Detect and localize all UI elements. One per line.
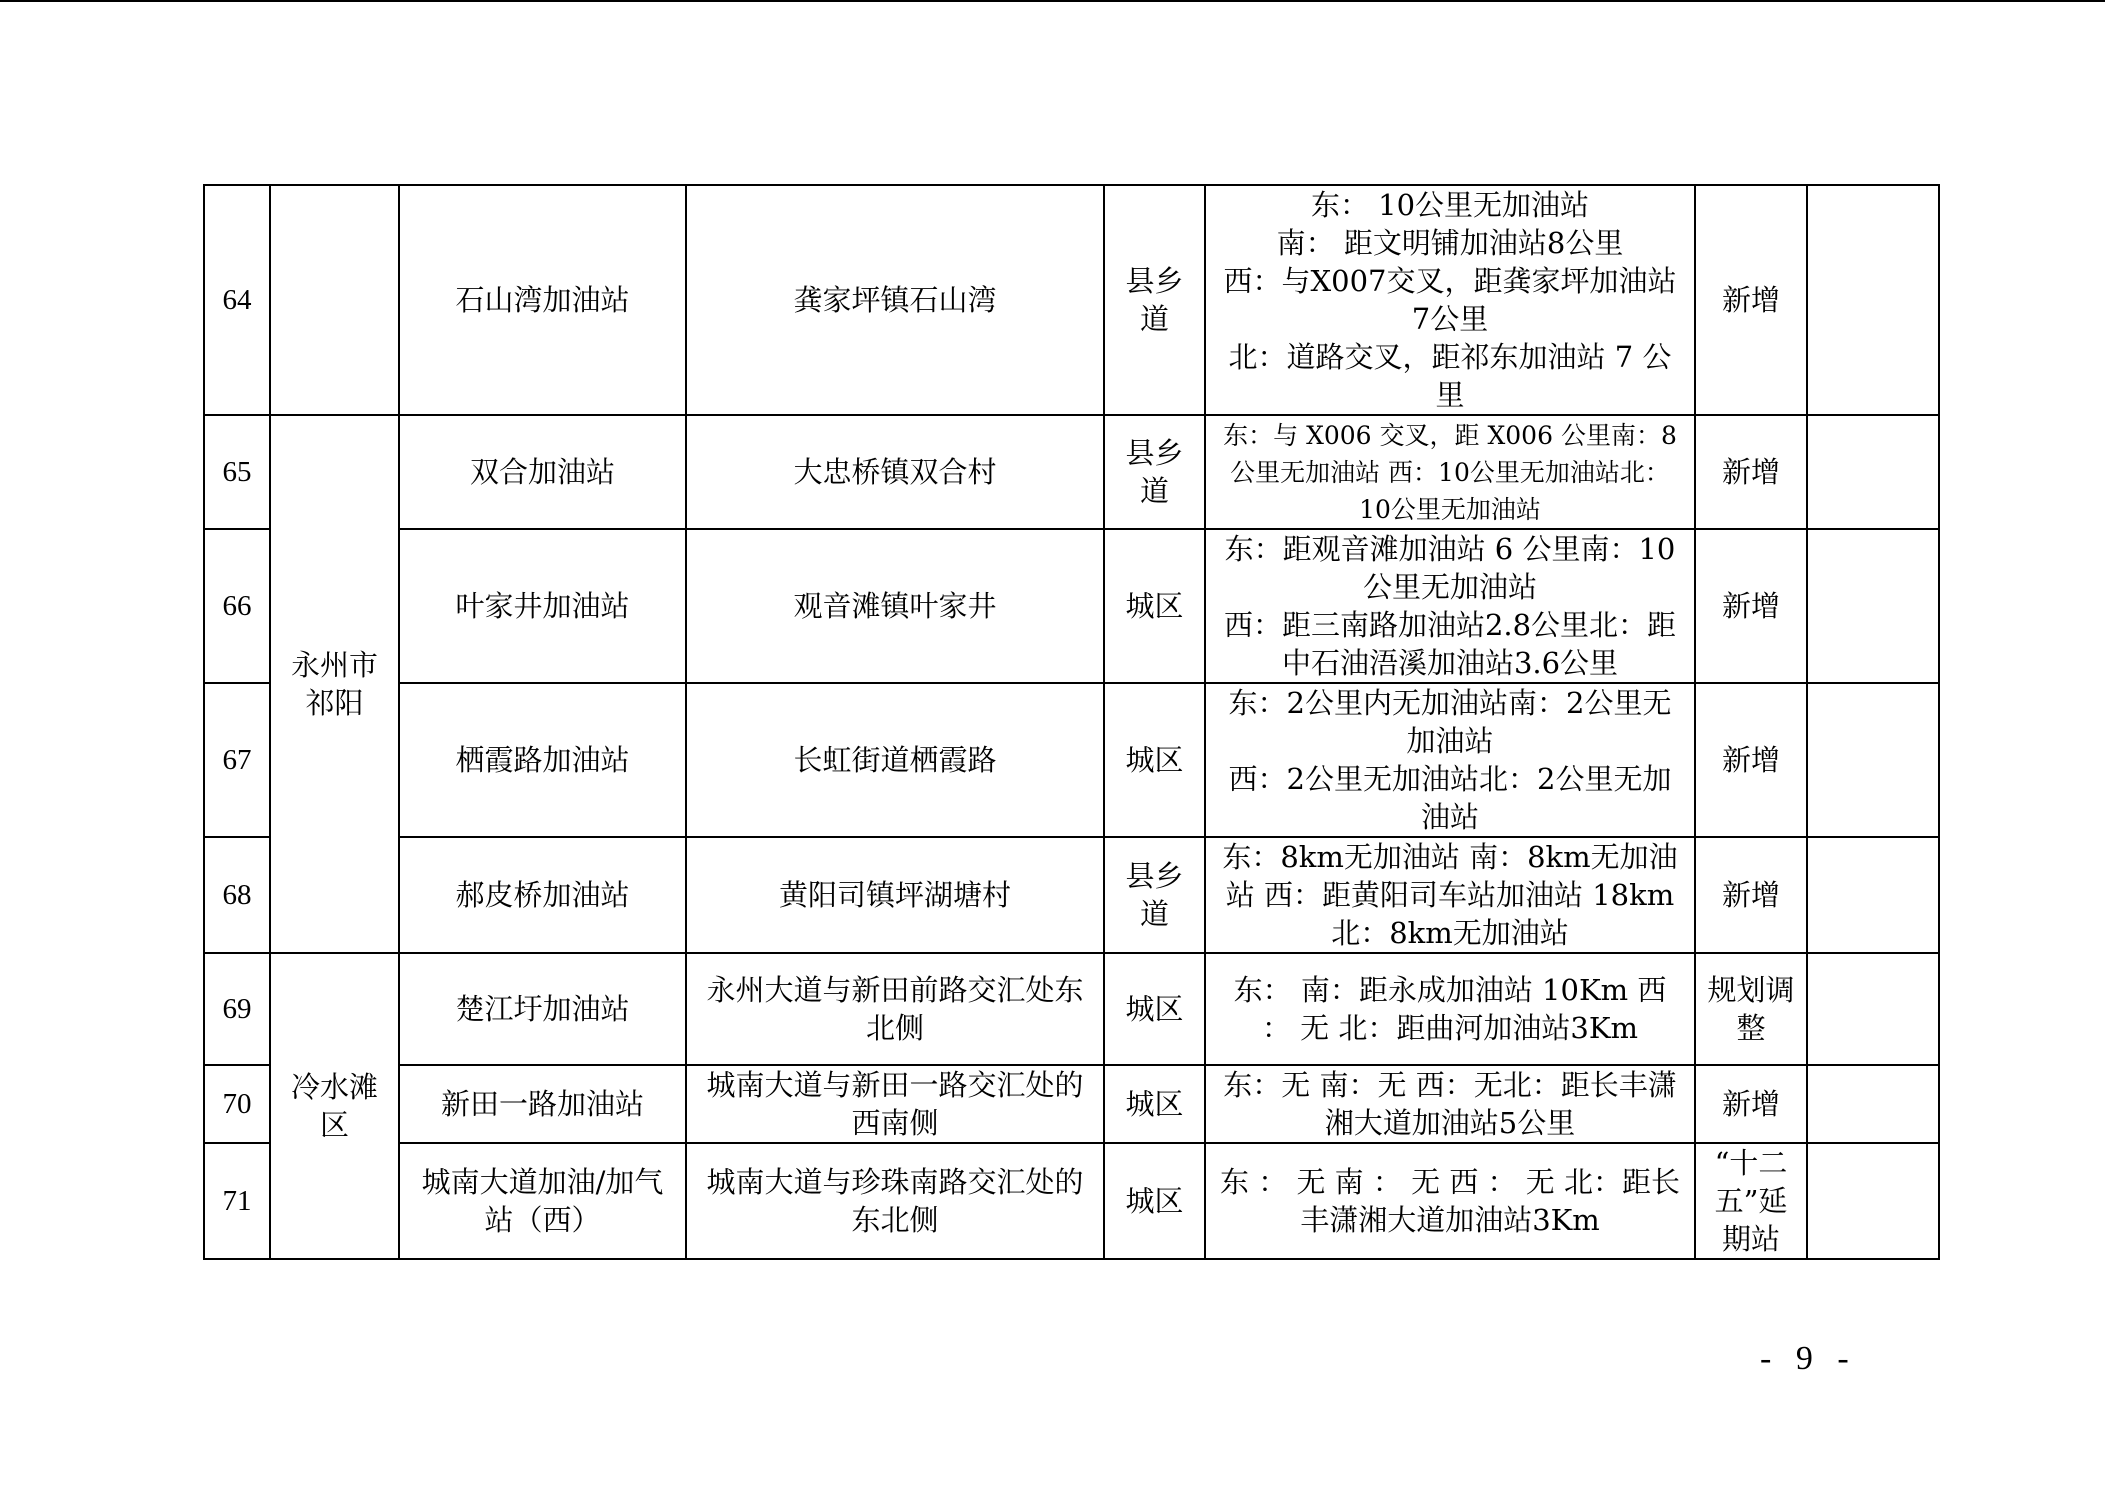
station-name: 新田一路加油站 <box>399 1065 686 1143</box>
station-location: 观音滩镇叶家井 <box>686 529 1104 683</box>
note-cell <box>1807 415 1939 529</box>
station-name: 郝皮桥加油站 <box>399 837 686 953</box>
station-type: 新增 <box>1695 683 1807 837</box>
surrounding-info <box>1205 953 1695 1065</box>
surrounding-info <box>1205 415 1695 529</box>
note-cell <box>1807 1065 1939 1143</box>
info-line: 西：2公里无加油站北：2公里无加油站 <box>1228 762 1672 834</box>
row-number: 70 <box>204 1065 270 1143</box>
road-type: 城区 <box>1104 953 1205 1065</box>
road-type: 县乡道 <box>1104 415 1205 529</box>
road-type: 城区 <box>1104 1065 1205 1143</box>
note-cell <box>1807 529 1939 683</box>
info-line: 东 ： 无 南 ： 无 西 ： 无 北：距长丰潇湘大道加油站3Km <box>1220 1165 1680 1237</box>
info-line: 东： 10公里无加油站 <box>1310 188 1590 222</box>
station-name: 双合加油站 <box>399 415 686 529</box>
station-name: 叶家井加油站 <box>399 529 686 683</box>
surrounding-info <box>1205 837 1695 953</box>
table-row <box>204 415 1939 529</box>
info-line: 东：与 X006 交叉，距 X006 公里南：8 公里无加油站 西：10公里无加油站北：10公里无加油站 <box>1223 420 1677 524</box>
road-type: 城区 <box>1104 1143 1205 1259</box>
station-name: 城南大道加油/加气站（西） <box>399 1143 686 1259</box>
row-number: 67 <box>204 683 270 837</box>
station-type: 新增 <box>1695 837 1807 953</box>
row-number: 66 <box>204 529 270 683</box>
row-number: 71 <box>204 1143 270 1259</box>
page-number: - 9 - <box>1760 1340 1857 1377</box>
region-cell <box>270 185 399 415</box>
info-line: 东：无 南：无 西：无北：距长丰潇湘大道加油站5公里 <box>1223 1068 1677 1140</box>
table-row <box>204 185 1939 415</box>
surrounding-info <box>1205 1143 1695 1259</box>
info-line: 西：距三南路加油站2.8公里北：距中石油浯溪加油站3.6公里 <box>1223 608 1677 680</box>
station-location: 城南大道与珍珠南路交汇处的东北侧 <box>686 1143 1104 1259</box>
surrounding-info <box>1205 185 1695 415</box>
region-cell: 永州市祁阳 <box>270 415 399 953</box>
station-type: 新增 <box>1695 1065 1807 1143</box>
info-line: 北：道路交叉，距祁东加油站 7 公里 <box>1228 340 1672 412</box>
station-location: 长虹街道栖霞路 <box>686 683 1104 837</box>
table-row <box>204 1143 1939 1259</box>
note-cell <box>1807 837 1939 953</box>
station-location: 永州大道与新田前路交汇处东北侧 <box>686 953 1104 1065</box>
surrounding-info <box>1205 529 1695 683</box>
table-row <box>204 953 1939 1065</box>
row-number: 69 <box>204 953 270 1065</box>
gas-station-table <box>203 184 1940 1260</box>
surrounding-info <box>1205 1065 1695 1143</box>
station-location: 城南大道与新田一路交汇处的西南侧 <box>686 1065 1104 1143</box>
surrounding-info <box>1205 683 1695 837</box>
info-line: 南： 距文明铺加油站8公里 <box>1276 226 1624 260</box>
station-name: 楚江圩加油站 <box>399 953 686 1065</box>
row-number: 65 <box>204 415 270 529</box>
station-location: 大忠桥镇双合村 <box>686 415 1104 529</box>
station-type: “十二五”延期站 <box>1695 1143 1807 1259</box>
note-cell <box>1807 185 1939 415</box>
info-line: 西：与X007交叉，距龚家坪加油站7公里 <box>1223 264 1677 336</box>
table-row <box>204 529 1939 683</box>
road-type: 城区 <box>1104 683 1205 837</box>
table-row <box>204 683 1939 837</box>
note-cell <box>1807 683 1939 837</box>
info-line: 东： 南：距永成加油站 10Km 西 ： 无 北：距曲河加油站3Km <box>1233 973 1667 1045</box>
top-rule <box>0 0 2105 2</box>
station-type: 新增 <box>1695 529 1807 683</box>
road-type: 县乡道 <box>1104 185 1205 415</box>
note-cell <box>1807 1143 1939 1259</box>
info-line: 东：2公里内无加油站南：2公里无加油站 <box>1228 686 1672 758</box>
station-location: 龚家坪镇石山湾 <box>686 185 1104 415</box>
table-row <box>204 1065 1939 1143</box>
station-name: 石山湾加油站 <box>399 185 686 415</box>
station-type: 新增 <box>1695 415 1807 529</box>
station-type: 新增 <box>1695 185 1807 415</box>
row-number: 64 <box>204 185 270 415</box>
row-number: 68 <box>204 837 270 953</box>
info-line: 东：距观音滩加油站 6 公里南：10 公里无加油站 <box>1224 532 1676 604</box>
table-row <box>204 837 1939 953</box>
road-type: 城区 <box>1104 529 1205 683</box>
station-type: 规划调整 <box>1695 953 1807 1065</box>
station-location: 黄阳司镇坪湖塘村 <box>686 837 1104 953</box>
road-type: 县乡道 <box>1104 837 1205 953</box>
note-cell <box>1807 953 1939 1065</box>
info-line: 东：8km无加油站 南：8km无加油站 西：距黄阳司车站加油站 18km 北：8km无加油站 <box>1222 840 1678 950</box>
station-name: 栖霞路加油站 <box>399 683 686 837</box>
region-cell: 冷水滩区 <box>270 953 399 1259</box>
